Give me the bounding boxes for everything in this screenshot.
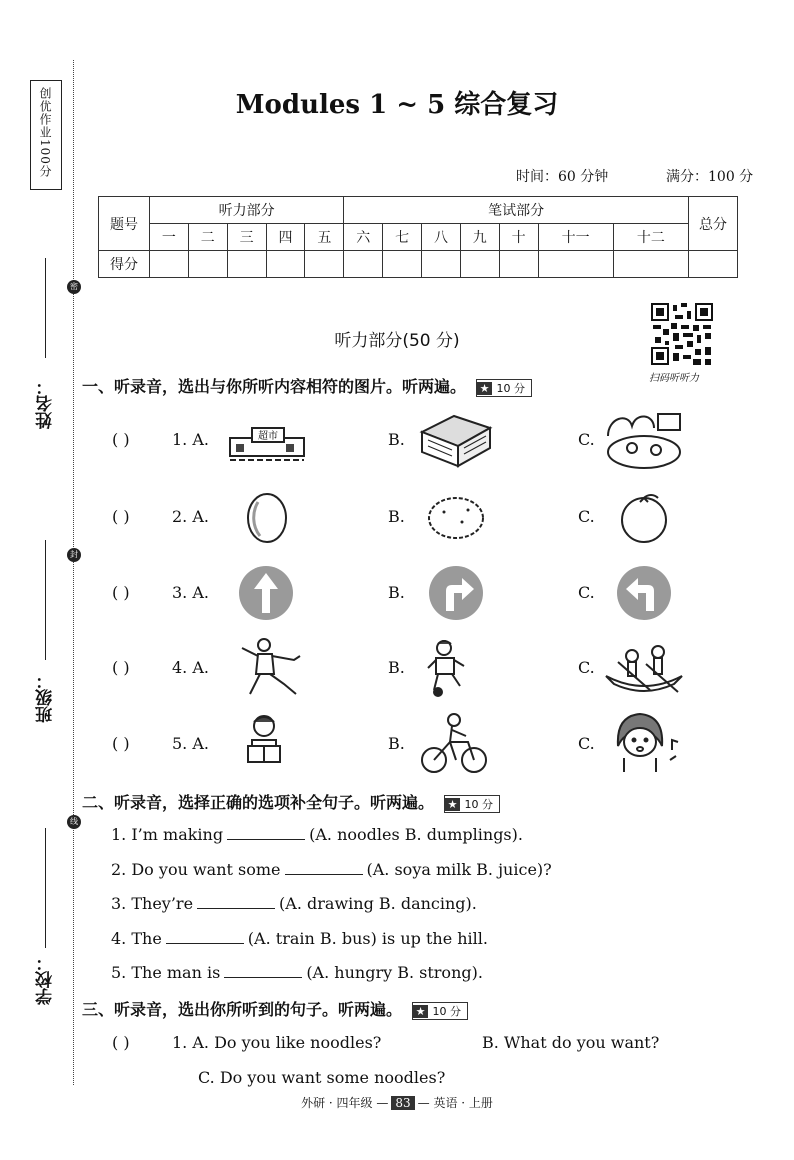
sentence-start: 1. I’m making — [111, 825, 224, 844]
answer-paren[interactable]: ( ) — [112, 507, 130, 526]
seal-mark: 线 — [67, 815, 81, 829]
seal-mark: 封 — [67, 548, 81, 562]
answer-paren[interactable]: ( ) — [112, 734, 130, 753]
q-number: 十二 — [613, 224, 688, 251]
option-a-label: 1. A. — [172, 430, 209, 449]
option-b-label: B. — [388, 507, 405, 526]
supermarket-sign-icon — [226, 420, 308, 464]
arrow-turn-left-icon — [616, 565, 672, 621]
brand-text: 创优作业100分 — [38, 87, 52, 178]
page-number: 83 — [391, 1096, 414, 1110]
sentence-options: (A. train B. bus) is up the hill. — [247, 929, 488, 948]
option-c-label: C. — [578, 430, 595, 449]
sentence-start: 3. They’re — [111, 894, 194, 913]
q-number: 三 — [227, 224, 266, 251]
writing-group: 笔试部分 — [344, 197, 689, 224]
sentence-start: 4. The — [111, 929, 162, 948]
binding-dotted-line — [73, 60, 74, 1085]
boy-reading-icon — [244, 712, 284, 774]
listening-group: 听力部分 — [150, 197, 344, 224]
time-info: 时间：60 分钟 — [516, 169, 609, 185]
school-building-icon — [416, 410, 496, 470]
option-a-label: 5. A. — [172, 734, 209, 753]
footer-right: — 英语 · 上册 — [417, 1096, 493, 1110]
sentence-options: (A. noodles B. dumplings). — [309, 825, 523, 844]
park-scene-icon — [602, 406, 686, 472]
option-c-label: C. — [578, 734, 595, 753]
sentence-start: 5. The man is — [111, 963, 221, 982]
sentence-options: (A. hungry B. strong). — [306, 963, 483, 982]
sentence-options: (A. soya milk B. juice)? — [366, 860, 552, 879]
score-cell[interactable] — [266, 251, 305, 278]
label-col: 题号 — [99, 197, 150, 251]
school-label: 学校： — [36, 954, 56, 1005]
q-number: 五 — [305, 224, 344, 251]
arrow-straight-icon — [238, 565, 294, 621]
boy-bike-icon — [420, 712, 488, 776]
star-icon: ★ — [445, 798, 461, 811]
fill-sentence — [111, 860, 552, 879]
fill-sentence — [111, 963, 483, 982]
score-cell[interactable] — [188, 251, 227, 278]
answer-paren[interactable]: ( ) — [112, 1033, 130, 1052]
q-number: 十一 — [538, 224, 613, 251]
option-b-label: B. — [388, 658, 405, 677]
seal-mark: 密 — [67, 280, 81, 294]
tai-chi-man-icon — [234, 636, 304, 698]
option-c-sentence: C. Do you want some noodles? — [198, 1068, 446, 1087]
points-badge — [444, 795, 500, 813]
footer-left: 外研 · 四年级 — — [301, 1096, 389, 1110]
section1-title — [82, 374, 532, 397]
answer-blank[interactable] — [197, 907, 275, 909]
q-number: 六 — [344, 224, 383, 251]
answer-blank[interactable] — [227, 838, 305, 840]
egg-icon — [244, 492, 290, 544]
q-number: 七 — [383, 224, 422, 251]
class-line[interactable] — [45, 540, 46, 660]
option-a-sentence: 1. A. Do you like noodles? — [172, 1033, 382, 1052]
fill-sentence — [111, 894, 477, 913]
answer-paren[interactable]: ( ) — [112, 658, 130, 677]
section3-title — [82, 997, 468, 1020]
answer-paren[interactable]: ( ) — [112, 583, 130, 602]
sentence-options: (A. drawing B. dancing). — [279, 894, 477, 913]
section2-title — [82, 790, 500, 813]
score-cell[interactable] — [538, 251, 613, 278]
q-number: 八 — [422, 224, 461, 251]
score-cell[interactable] — [499, 251, 538, 278]
supermarket-text: 超市 — [258, 431, 278, 442]
name-label: 姓名： — [36, 378, 56, 429]
score-row-label: 得分 — [99, 251, 150, 278]
points-badge — [412, 1002, 468, 1020]
class-label: 班级： — [36, 672, 56, 723]
option-b-sentence: B. What do you want? — [482, 1033, 660, 1052]
q-number: 四 — [266, 224, 305, 251]
sentence-start: 2. Do you want some — [111, 860, 281, 879]
section3-title-text: 三、听录音，选出你所听到的句子。听两遍。 — [82, 1000, 403, 1019]
girl-singing-icon — [612, 710, 684, 776]
boy-football-icon — [424, 638, 468, 698]
fill-sentence — [111, 929, 488, 948]
qr-caption: 扫码听听力 — [649, 373, 699, 384]
qr-code-icon[interactable] — [651, 303, 713, 365]
points-text: 10 分 — [464, 797, 493, 811]
score-cell[interactable] — [150, 251, 189, 278]
score-cell[interactable] — [383, 251, 422, 278]
q-number: 九 — [460, 224, 499, 251]
answer-blank[interactable] — [224, 976, 302, 978]
option-c-label: C. — [578, 507, 595, 526]
potato-icon — [426, 494, 486, 542]
school-line[interactable] — [45, 828, 46, 948]
q-number: 一 — [150, 224, 189, 251]
orange-icon — [618, 490, 670, 544]
score-cell[interactable] — [422, 251, 461, 278]
score-cell[interactable] — [460, 251, 499, 278]
points-badge — [476, 379, 532, 397]
star-icon: ★ — [413, 1005, 429, 1018]
option-a-label: 4. A. — [172, 658, 209, 677]
points-text: 10 分 — [432, 1004, 461, 1018]
option-b-label: B. — [388, 583, 405, 602]
q-number: 二 — [188, 224, 227, 251]
answer-blank[interactable] — [285, 873, 363, 875]
option-c-label: C. — [578, 658, 595, 677]
score-cell[interactable] — [613, 251, 688, 278]
option-b-label: B. — [388, 430, 405, 449]
option-a-label: 2. A. — [172, 507, 209, 526]
option-b-label: B. — [388, 734, 405, 753]
score-table — [98, 196, 738, 278]
full-score-info: 满分：100 分 — [666, 169, 754, 185]
star-icon: ★ — [477, 382, 493, 395]
page-footer — [0, 1094, 794, 1111]
fill-sentence — [111, 825, 523, 844]
answer-paren[interactable]: ( ) — [112, 430, 130, 449]
score-cell[interactable] — [227, 251, 266, 278]
answer-blank[interactable] — [166, 942, 244, 944]
listening-heading: 听力部分(50 分) — [334, 331, 460, 351]
page-title: Modules 1 ~ 5 综合复习 — [235, 90, 559, 120]
points-text: 10 分 — [496, 381, 525, 395]
total-header: 总分 — [689, 197, 738, 251]
score-cell[interactable] — [305, 251, 344, 278]
option-a-label: 3. A. — [172, 583, 209, 602]
boat-rowing-icon — [602, 640, 686, 696]
q-number: 十 — [499, 224, 538, 251]
arrow-turn-right-icon — [428, 565, 484, 621]
total-cell[interactable] — [689, 251, 738, 278]
section1-title-text: 一、听录音，选出与你所听内容相符的图片。听两遍。 — [82, 377, 467, 396]
section2-title-text: 二、听录音，选择正确的选项补全句子。听两遍。 — [82, 793, 435, 812]
option-c-label: C. — [578, 583, 595, 602]
score-cell[interactable] — [344, 251, 383, 278]
